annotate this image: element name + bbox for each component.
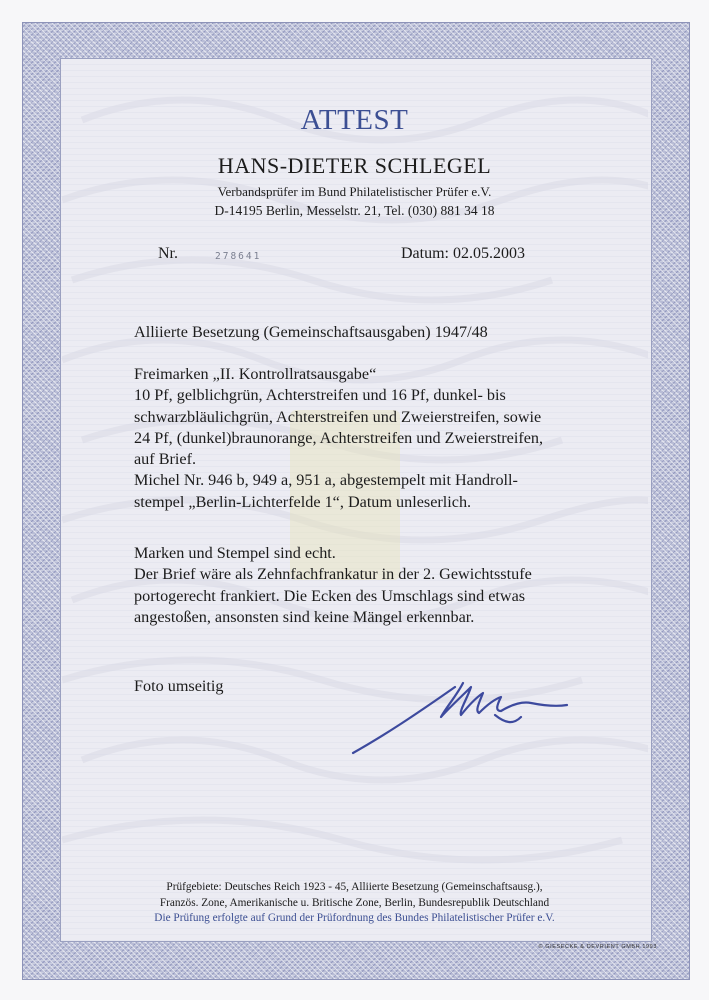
handwritten-signature [345,665,575,760]
text-line: portogerecht frankiert. Die Ecken des Umschlags sind etwas [134,586,526,605]
certificate-date: Datum: 02.05.2003 [401,245,525,262]
examiner-address: D-14195 Berlin, Messelstr. 21, Tel. (030) 881 34 18 [214,203,495,218]
footer-line: Die Prüfung erfolgte auf Grund der Prüfordnung des Bundes Philatelistischer Prüfer e.V. [154,912,555,924]
text-line: stempel „Berlin-Lichterfelde 1“, Datum unleserlich. [134,492,472,511]
verdict-paragraph [134,543,532,628]
text-line: Alliierte Besetzung (Gemeinschaftsausgaben) 1947/48 [134,323,488,341]
photo-note [134,676,224,697]
text-line: Der Brief wäre als Zehnfachfrankatur in der 2. Gewichtsstufe [134,565,532,584]
text-line: schwarzbläulichgrün, Achterstreifen und Zweierstreifen, sowie [134,407,542,426]
examiner-name: HANS-DIETER SCHLEGEL [217,153,492,178]
certificate-number: 278641 [215,251,262,262]
printer-imprint: © GIESECKE & DEVRIENT GMBH 1993 [538,944,657,950]
certificate-title: ATTEST [300,104,409,136]
text-line: 10 Pf, gelblichgrün, Achterstreifen und 16 Pf, dunkel- bis [134,386,506,405]
footer-line: Prüfgebiete: Deutsches Reich 1923 - 45, Alliierte Besetzung (Gemeinschaftsausg.), [166,881,543,893]
stamp-description [134,364,543,513]
text-line: angestoßen, ansonsten sind keine Mängel erkennbar. [134,607,475,626]
issue-heading [134,322,488,343]
text-line: Freimarken „II. Kontrollratsausgabe“ [134,365,377,383]
text-line: Marken und Stempel sind echt. [134,544,336,562]
footer-line: Französ. Zone, Amerikanische u. Britische Zone, Berlin, Bundesrepublik Deutschland [159,896,550,909]
text-line: auf Brief. [134,450,197,469]
text-line: Michel Nr. 946 b, 949 a, 951 a, abgestempelt mit Handroll- [134,471,518,490]
examiner-affiliation: Verbandsprüfer im Bund Philatelistischer Prüfer e.V. [217,184,492,199]
footer [0,880,709,927]
number-label: Nr. [158,245,178,262]
text-line: 24 Pf, (dunkel)braunorange, Achterstreifen und Zweierstreifen, [134,428,544,447]
text-line: Foto umseitig [134,677,224,695]
